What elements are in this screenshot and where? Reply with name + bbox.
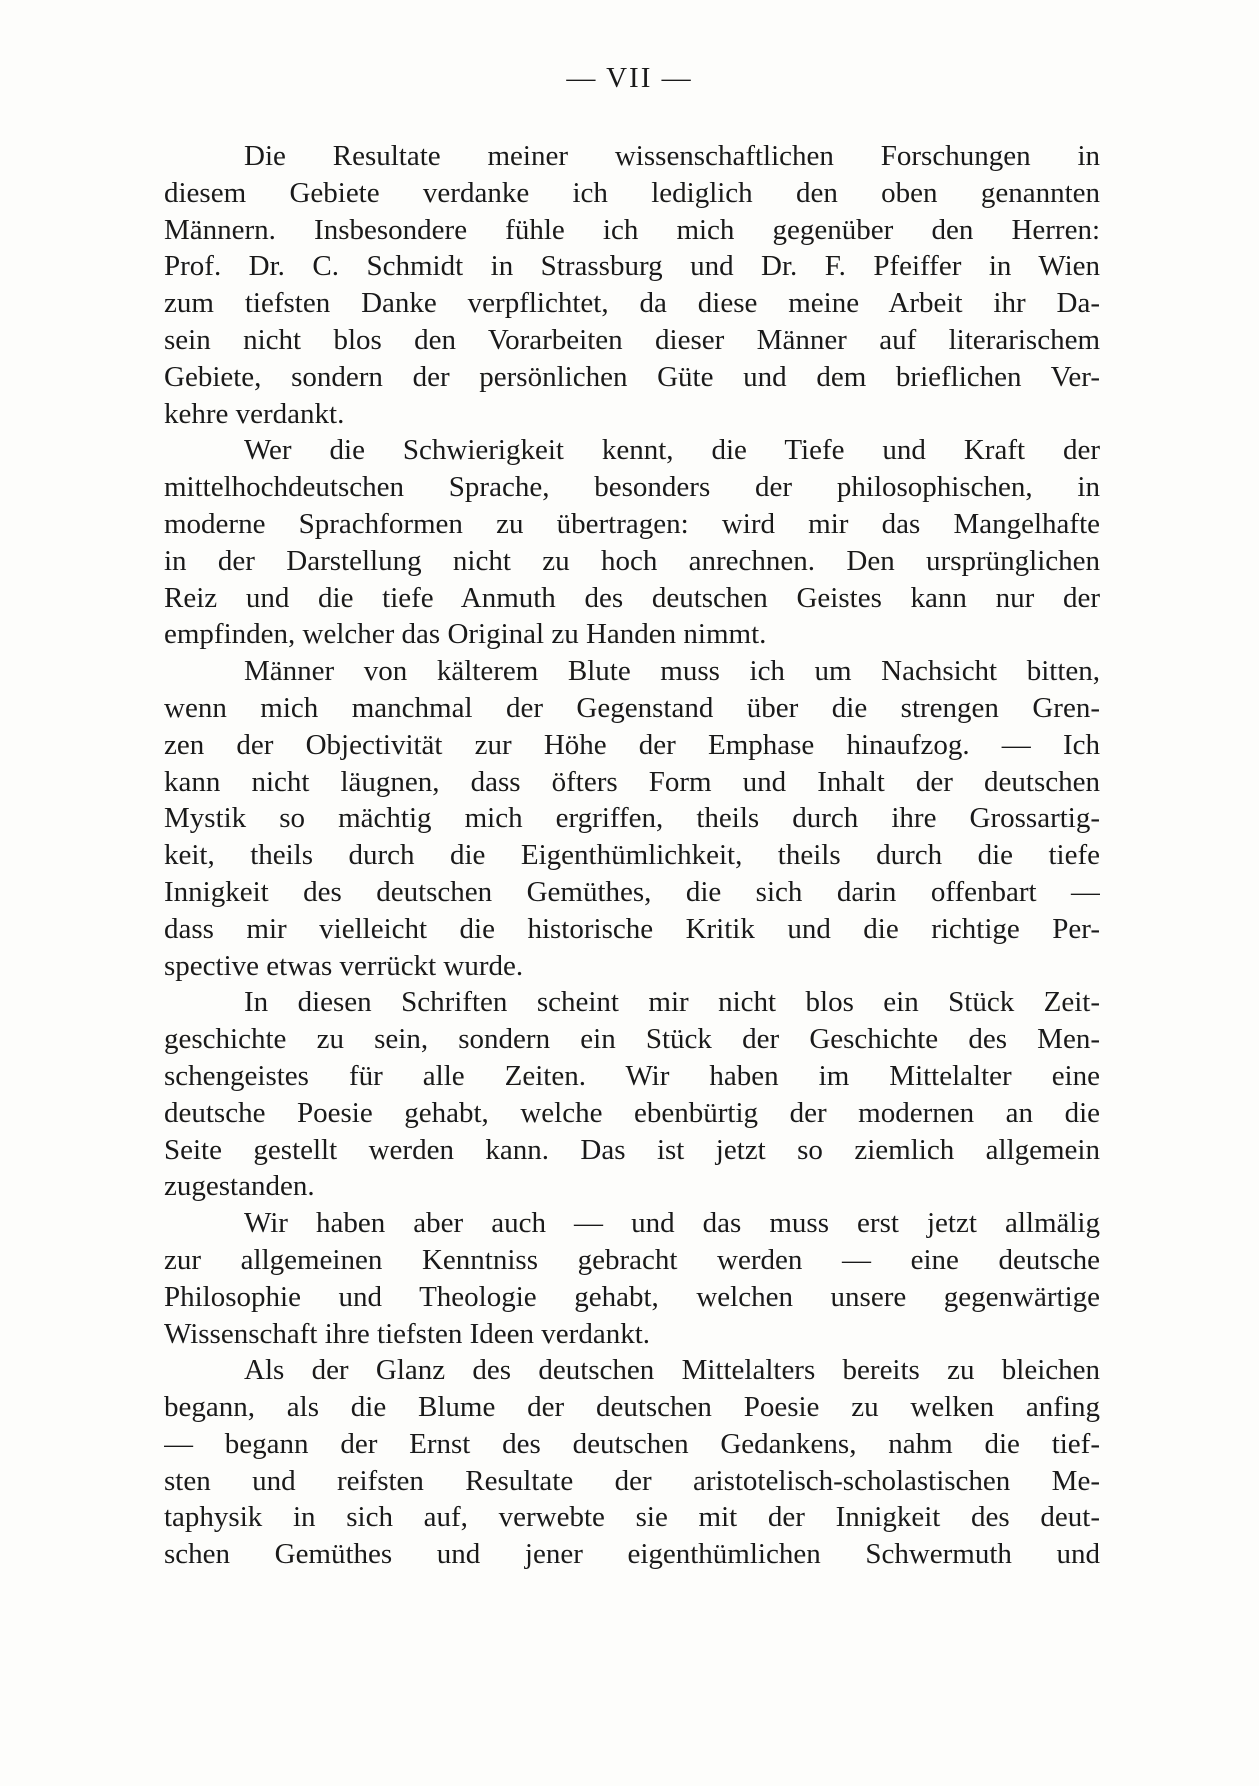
text-line: diesem Gebiete verdanke ich lediglich den oben genannten bbox=[164, 176, 1100, 209]
text-line: sten und reifsten Resultate der aristotelisch-scholastischen Me- bbox=[164, 1464, 1100, 1497]
text-line: Als der Glanz des deutschen Mittelalters bereits zu bleichen bbox=[244, 1354, 1100, 1387]
text-line: geschichte zu sein, sondern ein Stück der Geschichte des Men- bbox=[164, 1023, 1100, 1056]
text-line: zum tiefsten Danke verpflichtet, da diese meine Arbeit ihr Da- bbox=[164, 287, 1100, 320]
text-line: spective etwas verrückt wurde. bbox=[164, 949, 524, 982]
text-line: sein nicht blos den Vorarbeiten dieser Männer auf literarischem bbox=[164, 323, 1100, 356]
text-line: taphysik in sich auf, verwebte sie mit der Innigkeit des deut- bbox=[164, 1501, 1100, 1534]
text-line: Wir haben aber auch — und das muss erst jetzt allmälig bbox=[244, 1207, 1100, 1240]
text-line: Männern. Insbesondere fühle ich mich gegenüber den Herren: bbox=[164, 213, 1100, 246]
text-line: keit, theils durch die Eigenthümlichkeit, theils durch die tiefe bbox=[164, 839, 1100, 872]
text-line: wenn mich manchmal der Gegenstand über die strengen Gren- bbox=[164, 691, 1100, 724]
text-line: Seite gestellt werden kann. Das ist jetzt so ziemlich allgemein bbox=[164, 1133, 1100, 1166]
text-line: zen der Objectivität zur Höhe der Emphase hinaufzog. — Ich bbox=[164, 728, 1100, 761]
text-line: Wissenschaft ihre tiefsten Ideen verdankt. bbox=[164, 1317, 651, 1350]
text-line: Philosophie und Theologie gehabt, welchen unsere gegenwärtige bbox=[164, 1280, 1100, 1313]
text-line: Wer die Schwierigkeit kennt, die Tiefe und Kraft der bbox=[244, 434, 1100, 467]
text-line: — begann der Ernst des deutschen Gedankens, nahm die tief- bbox=[164, 1427, 1100, 1460]
body-text bbox=[164, 138, 1100, 1573]
text-line: schengeistes für alle Zeiten. Wir haben im Mittelalter eine bbox=[164, 1059, 1100, 1092]
paragraph bbox=[164, 432, 1100, 653]
text-line: Gebiete, sondern der persönlichen Güte und dem brieflichen Ver- bbox=[164, 360, 1100, 393]
text-line: zugestanden. bbox=[164, 1170, 315, 1203]
text-line: Reiz und die tiefe Anmuth des deutschen Geistes kann nur der bbox=[164, 581, 1100, 614]
text-line: dass mir vielleicht die historische Kritik und die richtige Per- bbox=[164, 912, 1100, 945]
text-line: schen Gemüthes und jener eigenthümlichen Schwermuth und bbox=[164, 1538, 1100, 1571]
text-line: Die Resultate meiner wissenschaftlichen Forschungen in bbox=[244, 140, 1100, 172]
text-line: mittelhochdeutschen Sprache, besonders der philosophischen, in bbox=[164, 471, 1100, 504]
text-line: begann, als die Blume der deutschen Poesie zu welken anfing bbox=[164, 1391, 1100, 1424]
text-line: empfinden, welcher das Original zu Handen nimmt. bbox=[164, 618, 767, 651]
text-line: kehre verdankt. bbox=[164, 397, 345, 430]
text-line: Innigkeit des deutschen Gemüthes, die sich darin offenbart — bbox=[164, 875, 1100, 908]
text-line: Männer von kälterem Blute muss ich um Nachsicht bitten, bbox=[244, 655, 1100, 688]
text-line: in der Darstellung nicht zu hoch anrechnen. Den ursprünglichen bbox=[164, 544, 1100, 577]
paragraph bbox=[164, 138, 1100, 432]
paragraph bbox=[164, 1352, 1100, 1573]
paragraph bbox=[164, 1205, 1100, 1352]
page-number: — VII — bbox=[566, 62, 693, 94]
text-line: moderne Sprachformen zu übertragen: wird mir das Mangelhafte bbox=[164, 507, 1100, 540]
text-line: kann nicht läugnen, dass öfters Form und Inhalt der deutschen bbox=[164, 765, 1100, 798]
text-line: zur allgemeinen Kenntniss gebracht werden — eine deutsche bbox=[164, 1243, 1100, 1276]
text-line: deutsche Poesie gehabt, welche ebenbürtig der modernen an die bbox=[164, 1096, 1100, 1129]
paragraph bbox=[164, 984, 1100, 1205]
text-line: Prof. Dr. C. Schmidt in Strassburg und Dr. F. Pfeiffer in Wien bbox=[164, 250, 1100, 283]
text-line: Mystik so mächtig mich ergriffen, theils durch ihre Grossartig- bbox=[164, 802, 1100, 835]
text-line: In diesen Schriften scheint mir nicht blos ein Stück Zeit- bbox=[244, 986, 1100, 1019]
paragraph bbox=[164, 653, 1100, 984]
